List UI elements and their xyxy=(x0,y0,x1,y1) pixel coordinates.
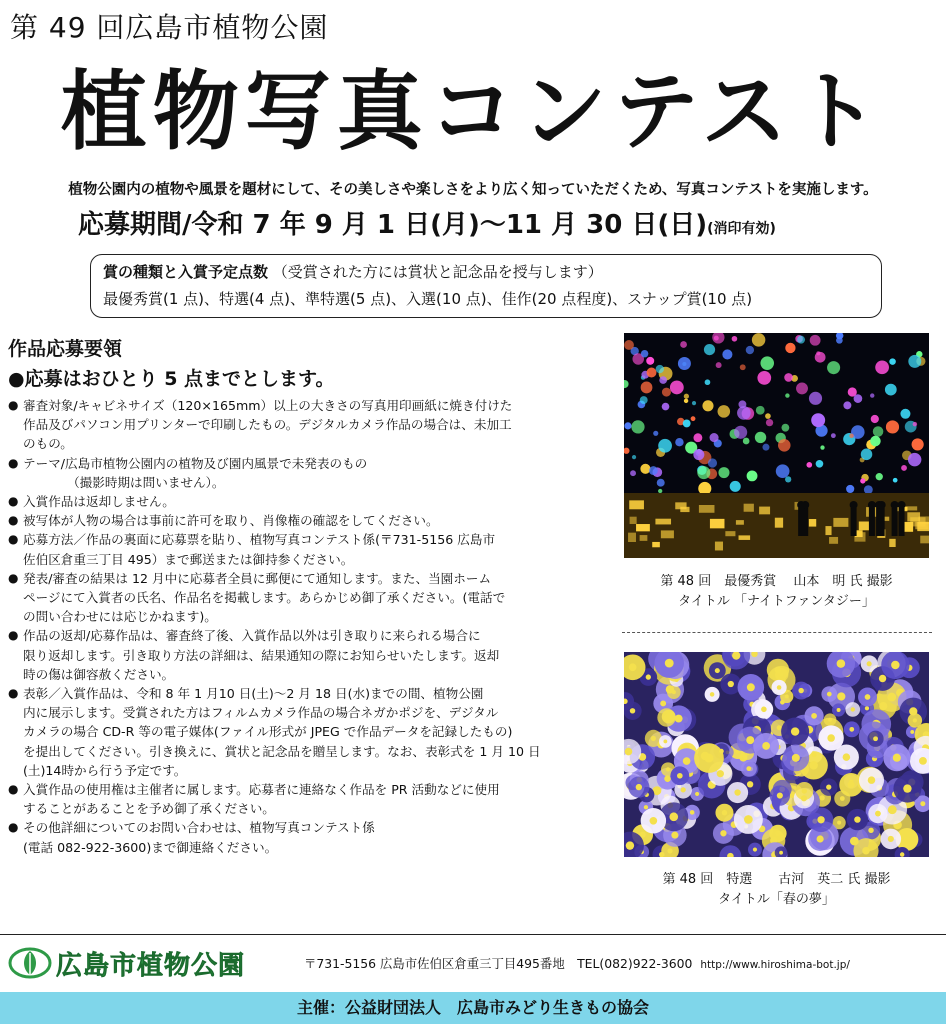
pansy-flowers-image xyxy=(624,652,929,857)
caption-title: タイトル「春の夢」 xyxy=(718,892,835,907)
awards-box xyxy=(90,254,882,318)
list-item: ● 作品の返却/応募作品は、審査終了後、入賞作品以外は引き取りに来られる場合に 限り返却します。引き取り方法の詳細は、結果通知の際にお知らせいたします。返却 時の傷は御容赦ください。 xyxy=(8,626,604,684)
logo-text: 広島市植物公園 xyxy=(56,950,246,981)
list-item: ● 審査対象/キャビネサイズ（120×165mm）以上の大きさの写真用印画紙に焼き付けた 作品及びパソコン用プリンターで印刷したもの。デジタルカメラ作品の場合は、未加工 のもの。 xyxy=(8,396,604,454)
winning-photo-night-fantasy xyxy=(624,333,929,558)
list-item: ● 応募方法／作品の裏面に応募票を貼り、植物写真コンテスト係(〒731-5156 広島市 佐伯区倉重三丁目 495）まで郵送または御持参ください。 xyxy=(8,530,604,568)
organizer-band: 主催：公益財団法人 広島市みどり生きもの協会 xyxy=(0,992,946,1024)
caption-title: タイトル 「ナイトファンタジー」 xyxy=(678,594,875,609)
awards-note: （受賞された方には賞状と記念品を授与します） xyxy=(272,263,603,281)
contact-address xyxy=(304,954,850,972)
caption-credit: 第 48 回 特選 古河 英二 氏 撮影 xyxy=(662,872,891,887)
caption-credit: 第 48 回 最優秀賞 山本 明 氏 撮影 xyxy=(660,574,893,589)
lead-text: 植物公園内の植物や風景を題材にして、その美しさや楽しさをより広く知っていただくため、写真コンテストを実施します。 xyxy=(68,182,878,198)
list-item: ● 被写体が人物の場合は事前に許可を取り、肖像権の確認をしてください。 xyxy=(8,511,604,530)
entry-limit: ●応募はおひとり 5 点までとします。 xyxy=(8,368,335,390)
list-item: ● 発表/審査の結果は 12 月中に応募者全員に郵便にて通知します。また、当園ホーム ページにて入賞者の氏名、作品名を掲載します。あらかじめ御了承ください。(電話で の問い合わせには応じかねます)。 xyxy=(8,569,604,627)
list-item: ● 入賞作品は返却しません。 xyxy=(8,492,604,511)
list-item: ● その他詳細についてのお問い合わせは、植物写真コンテスト係 (電話 082-922-3600)まで御連絡ください。 xyxy=(8,818,604,856)
edition-heading: 第 49 回広島市植物公園 xyxy=(10,11,329,44)
awards-heading: 賞の種類と入賞予定点数 xyxy=(103,263,269,281)
photo-caption-1 xyxy=(624,572,929,612)
period-note: (消印有効) xyxy=(707,221,776,237)
list-item: ● テーマ/広島市植物公園内の植物及び園内風景で未発表のもの （撮影時期は問いません）。 xyxy=(8,454,604,492)
awards-list: 最優秀賞(1 点)、特選(4 点)、準特選(5 点)、入選(10 点)、佳作(20 点程度)、スナップ賞(10 点) xyxy=(103,290,753,308)
photo-caption-2 xyxy=(624,870,929,910)
address-text: 〒731-5156 広島市佐伯区倉重三丁目495番地 TEL(082)922-3600 xyxy=(304,956,693,971)
winning-photo-spring-dream xyxy=(624,652,929,857)
list-item: ● 入賞作品の使用権は主催者に属します。応募者に連絡なく作品を PR 活動などに使用 することがあることを予め御了承ください。 xyxy=(8,780,604,818)
period-text: 応募期間/令和 7 年 9 月 1 日(月)～11 月 30 日(日) xyxy=(78,210,708,240)
awards-heading-row xyxy=(103,261,869,282)
requirements-heading: 作品応募要領 xyxy=(8,338,123,360)
dashed-divider xyxy=(622,632,932,633)
leaf-emblem-icon xyxy=(8,947,52,979)
website-link[interactable]: http://www.hiroshima-bot.jp/ xyxy=(700,959,850,971)
botanical-garden-logo xyxy=(8,946,290,980)
list-item: ● 表彰／入賞作品は、令和 8 年 1 月10 日(土)～2 月 18 日(水)までの間、植物公園 内に展示します。受賞された方はフィルムカメラ作品の場合ネガかポジを、デジタル カメラの場合 CD-R 等の電子媒体(ファイル形式が JPEG で作品データを記録したもの) を提出してください。引き換えに、賞状と記念品を贈呈します。なお、表彰式を 1 月 10 日 (土)14時から行う予定です。 xyxy=(8,684,604,780)
application-period xyxy=(78,204,776,241)
requirements-list xyxy=(8,396,604,857)
footer-divider xyxy=(0,934,946,935)
night-illumination-image xyxy=(624,333,929,558)
page-title: 植物写真コンテスト xyxy=(60,62,886,162)
